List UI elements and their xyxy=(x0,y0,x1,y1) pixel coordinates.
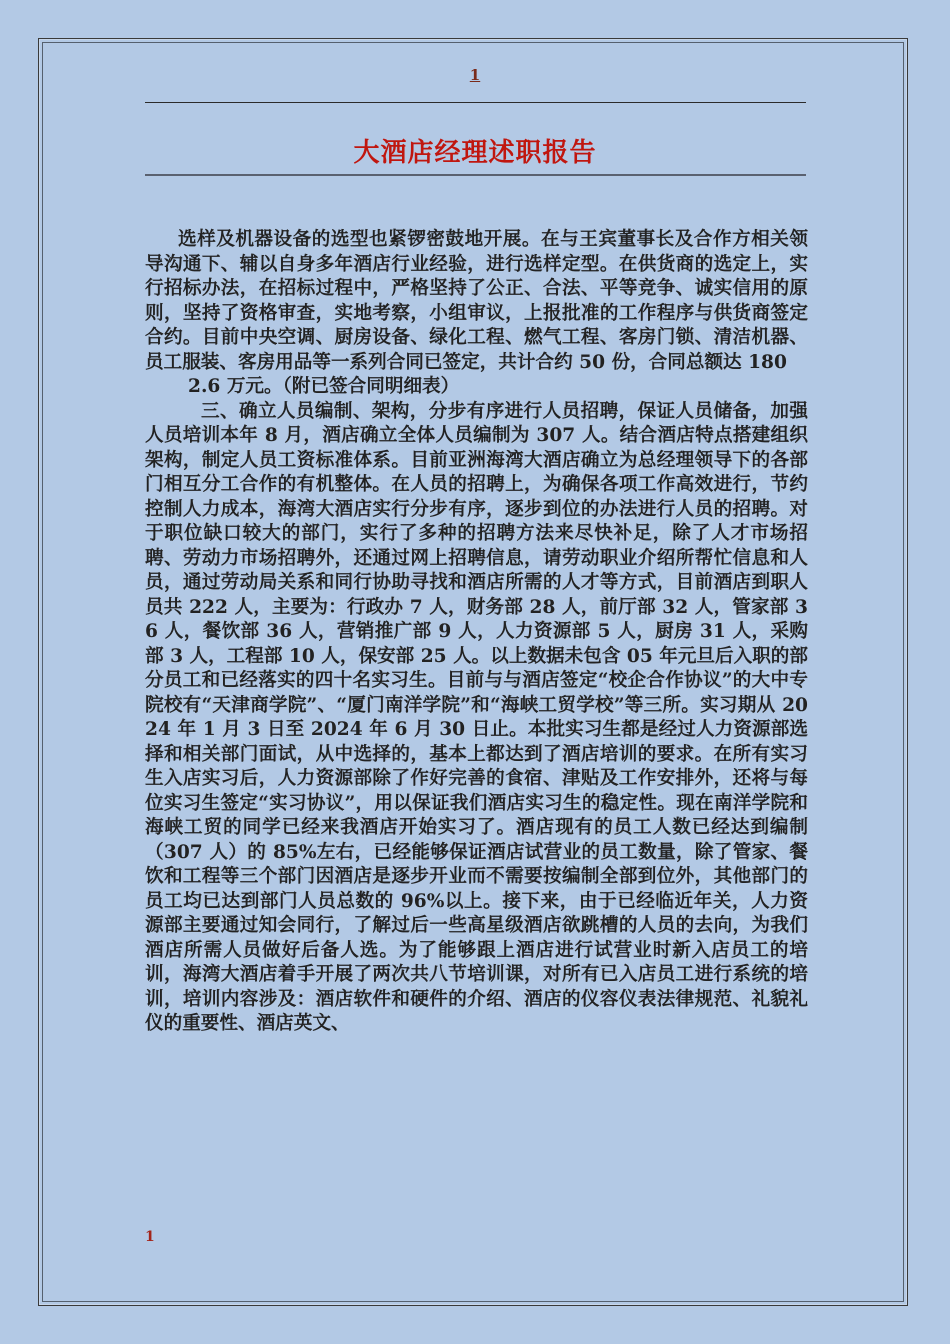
paragraph-3: 三、确立人员编制、架构，分步有序进行人员招聘，保证人员储备，加强人员培训本年 8 月，酒店确立全体人员编制为 307 人。结合酒店特点搭建组织架构，制定人员工资标准体系。目前亚洲海湾大酒店确立为总经理领导下的各部门相互分工合作的有机整体。在人员的招聘上，为确保各项工作高效进行，节约控制人力成本，海湾大酒店实行分步有序，逐步到位的办法进行人员的招聘。对于职位缺口较大的部门，实行了多种的招聘方法来尽快补足，除了人才市场招聘、劳动力市场招聘外，还通过网上招聘信息，请劳动职业介绍所帮忙信息和人员，通过劳动局关系和同行协助寻找和酒店所需的人才等方式，目前酒店到职人员共 222 人，主要为：行政办 7 人，财务部 28 人，前厅部 32 人，管家部 36 人，餐饮部 36 人，营销推广部 9 人，人力资源部 5 人，厨房 31 人，采购部 3 人，工程部 10 人，保安部 25 人。以上数据未包含 05 年元旦后入职的部分员工和已经落实的四十名实习生。目前与与酒店签定“校企合作协议”的大中专院校有“天津商学院”、“厦门南洋学院”和“海峡工贸学校”等三所。实习期从 2024 年 1 月 3 日至 2024 年 6 月 30 日止。本批实习生都是经过人力资源部选择和相关部门面试，从中选择的，基本上都达到了酒店培训的要求。在所有实习生入店实习后，人力资源部除了作好完善的食宿、津贴及工作安排外，还将与每位实习生签定“实习协议”，用以保证我们酒店实习生的稳定性。现在南洋学院和海峡工贸的同学已经来我酒店开始实习了。酒店现有的员工人数已经达到编制（307 人）的 85%左右，已经能够保证酒店试营业的员工数量，除了管家、餐饮和工程等三个部门因酒店是逐步开业而不需要按编制全部到位外，其他部门的员工均已达到部门人员总数的 96%以上。接下来，由于已经临近年关，人力资源部主要通过知会同行，了解过后一些高星级酒店欲跳槽的人员的去向，为我们酒店所需人员做好后备人选。为了能够跟上酒店进行试营业时新入店员工的培训，海湾大酒店着手开展了两次共八节培训课，对所有已入店员工进行系统的培训，培训内容涉及：酒店软件和硬件的介绍、酒店的仪容仪表法律规范、礼貌礼仪的重要性、酒店英文、 xyxy=(145,400,808,1034)
footer-page-number: 1 xyxy=(145,1229,155,1245)
document-body xyxy=(145,228,808,1037)
title-rule xyxy=(145,174,806,176)
header-page-number: 1 xyxy=(469,66,481,84)
paragraph-1: 选样及机器设备的选型也紧锣密鼓地开展。在与王宾董事长及合作方相关领导沟通下、辅以自身多年酒店行业经验，进行选样定型。在供货商的选定上，实行招标办法，在招标过程中，严格坚持了公正、合法、平等竞争、诚实信用的原则，坚持了资格审查，实地考察，小组审议，上报批准的工作程序与供货商签定合约。目前中央空调、厨房设备、绿化工程、燃气工程、客房门锁、清洁机器、员工服装、客房用品等一系列合同已签定，共计合约 50 份，合同总额达 180 xyxy=(145,229,808,373)
document-title: 大酒店经理述职报告 xyxy=(353,138,597,168)
header-rule xyxy=(145,102,806,103)
paragraph-2: 2.6 万元。（附已签合同明细表） xyxy=(188,376,460,397)
